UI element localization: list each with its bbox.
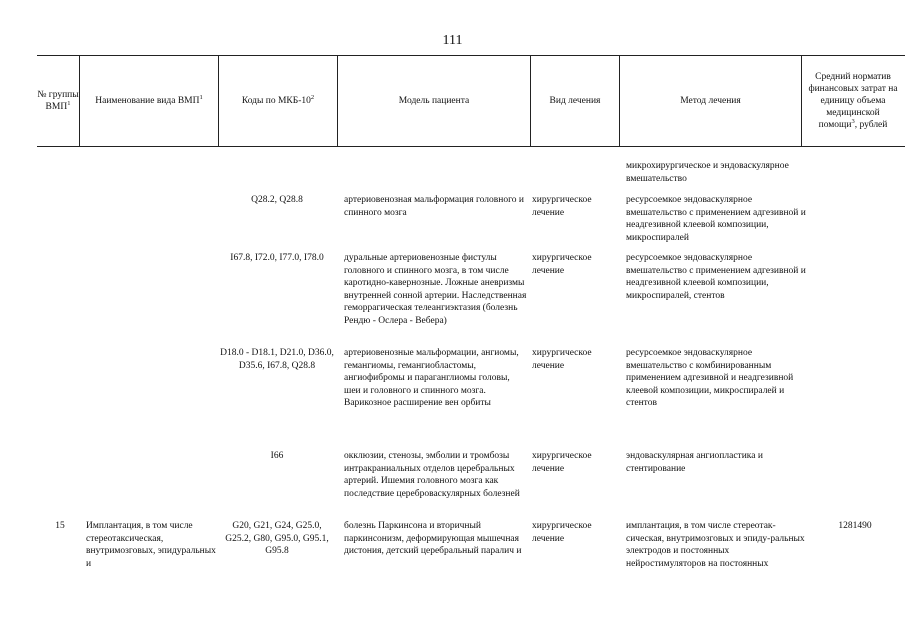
- model-cell: дуральные артериовенозные фистулы головного и спинного мозга, в том числе каротидно-кавернозные. Ложные аневризмы внутренней сонной артерии. Наследственная геморрагическая телеангиэктазия (болезнь Рендю - Ослера - Вебера): [344, 253, 527, 326]
- kind-cell: хирургическое лечение: [532, 451, 592, 474]
- method-cell: ресурсоемкое эндоваскулярное вмешательство с применением адгезивной и неадгезивной клеевой композиции, микроспиралей: [626, 195, 806, 243]
- model-cell: окклюзии, стенозы, эмболии и тромбозы интракраниальных отделов церебральных артерий. Ишемия головного мозга как последствие цереброваскулярных болезней: [344, 451, 520, 499]
- method-cell: микрохирургическое и эндоваскулярное вмешательство: [626, 161, 789, 184]
- model-cell: болезнь Паркинсона и вторичный паркинсонизм, деформирующая мышечная дистония, детский церебральный паралич и: [344, 521, 522, 557]
- codes-cell: Q28.2, Q28.8: [251, 195, 303, 205]
- header-kind: Вид лечения: [549, 95, 601, 106]
- model-cell: артериовенозные мальформации, ангиомы, гемангиомы, гемангиобластомы, ангиофибромы и параганглиомы головы, шеи и головного и спинного мозга. Варикозное расширение вен орбиты: [344, 348, 519, 409]
- header-cost: Средний норматив финансовых затрат на единицу объема медицинской помощи$^3$, рублей: [808, 71, 898, 130]
- codes-cell: I67.8, I72.0, I77.0, I78.0: [230, 253, 324, 263]
- header-method: Метод лечения: [680, 95, 741, 106]
- group-number-cell: 15: [55, 521, 65, 531]
- vmp-name-cell: Имплантация, в том числе стереотаксическая, внутримозговых, эпидуральных и: [86, 521, 216, 569]
- kind-cell: хирургическое лечение: [532, 195, 592, 218]
- kind-cell: хирургическое лечение: [532, 521, 592, 544]
- codes-cell: G20, G21, G24, G25.0, G25.2, G80, G95.0, G95.1, G95.8: [225, 521, 329, 557]
- method-cell: ресурсоемкое эндоваскулярное вмешательство с комбинированным применением адгезивной и неадгезивной клеевой композиции, микроспиралей и стентов: [626, 348, 794, 409]
- header-model: Модель пациента: [398, 95, 470, 106]
- kind-cell: хирургическое лечение: [532, 253, 592, 276]
- cost-cell: 1281490: [838, 521, 872, 531]
- header-vmp-name: Наименование вида ВМП$^1$: [95, 93, 203, 106]
- codes-cell: D18.0 - D18.1, D21.0, D36.0, D35.6, I67.8, Q28.8: [220, 348, 334, 371]
- method-cell: эндоваскулярная ангиопластика и стентирование: [626, 451, 763, 474]
- header-codes: Коды по МКБ-$10^2$: [241, 93, 315, 106]
- model-cell: артериовенозная мальформация головного и спинного мозга: [344, 195, 524, 218]
- header-group-no: № группы ВМП$^1$: [37, 89, 79, 112]
- table-header-bottom-rule: [37, 146, 905, 147]
- kind-cell: хирургическое лечение: [532, 348, 592, 371]
- codes-cell: I66: [270, 451, 284, 461]
- page-number: 111: [442, 33, 463, 48]
- method-cell: ресурсоемкое эндоваскулярное вмешательство с применением адгезивной и неадгезивной клеевой композиции, микроспиралей, стентов: [626, 253, 806, 301]
- method-cell: имплантация, в том числе стереотак-сическая, внутримозговых и эпиду-ральных электродов и постоянных нейростимуляторов на постоянных: [626, 521, 805, 569]
